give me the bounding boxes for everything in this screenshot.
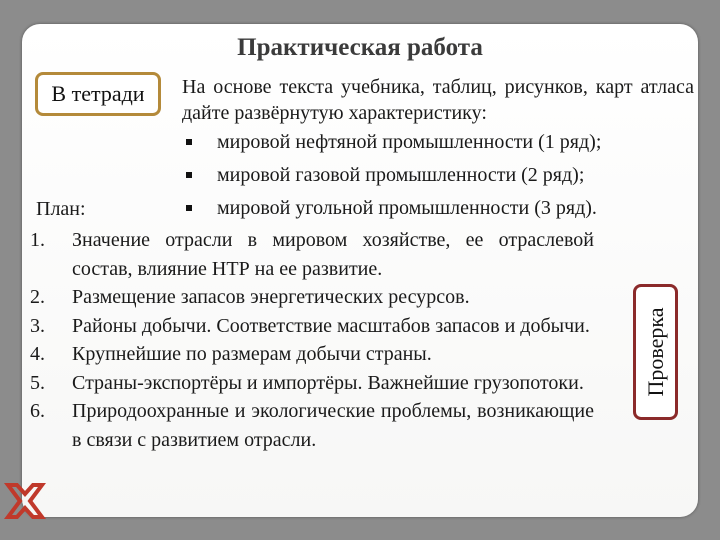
task-item: мировой газовой промышленности (2 ряд);	[182, 159, 694, 192]
task-list	[182, 126, 694, 225]
plan-item: 6. Природоохранные и экологические проблемы, возникающие в связи с развитием отрасли.	[30, 400, 594, 451]
task-block	[182, 74, 694, 225]
plan-item: 3. Районы добычи. Соответствие масштабов запасов и добычи.	[30, 314, 590, 337]
square-bullet-icon	[186, 139, 192, 145]
plan-label: План:	[36, 198, 86, 220]
close-icon[interactable]	[2, 481, 48, 521]
square-bullet-icon	[186, 205, 192, 211]
check-button[interactable]: Проверка	[633, 284, 678, 420]
notebook-button[interactable]: В тетради	[35, 72, 161, 116]
plan-item: 1. Значение отрасли в мировом хозяйстве, ее отраслевой состав, влияние НТР на ее развитие.	[30, 229, 594, 280]
square-bullet-icon	[186, 172, 192, 178]
task-intro: На основе текста учебника, таблиц, рисунков, карт атласа дайте развёрнутую характеристику:	[182, 76, 694, 124]
task-item: мировой угольной промышленности (3 ряд).	[182, 192, 694, 225]
plan-item: 5. Страны-экспортёры и импортёры. Важнейшие грузопотоки.	[30, 371, 584, 394]
page-title: Практическая работа	[237, 34, 483, 61]
plan-item: 2. Размещение запасов энергетических ресурсов.	[30, 286, 470, 308]
plan-item: 4. Крупнейшие по размерам добычи страны.	[30, 343, 432, 365]
plan-list	[18, 226, 594, 454]
task-item: мировой нефтяной промышленности (1 ряд);	[182, 126, 694, 159]
